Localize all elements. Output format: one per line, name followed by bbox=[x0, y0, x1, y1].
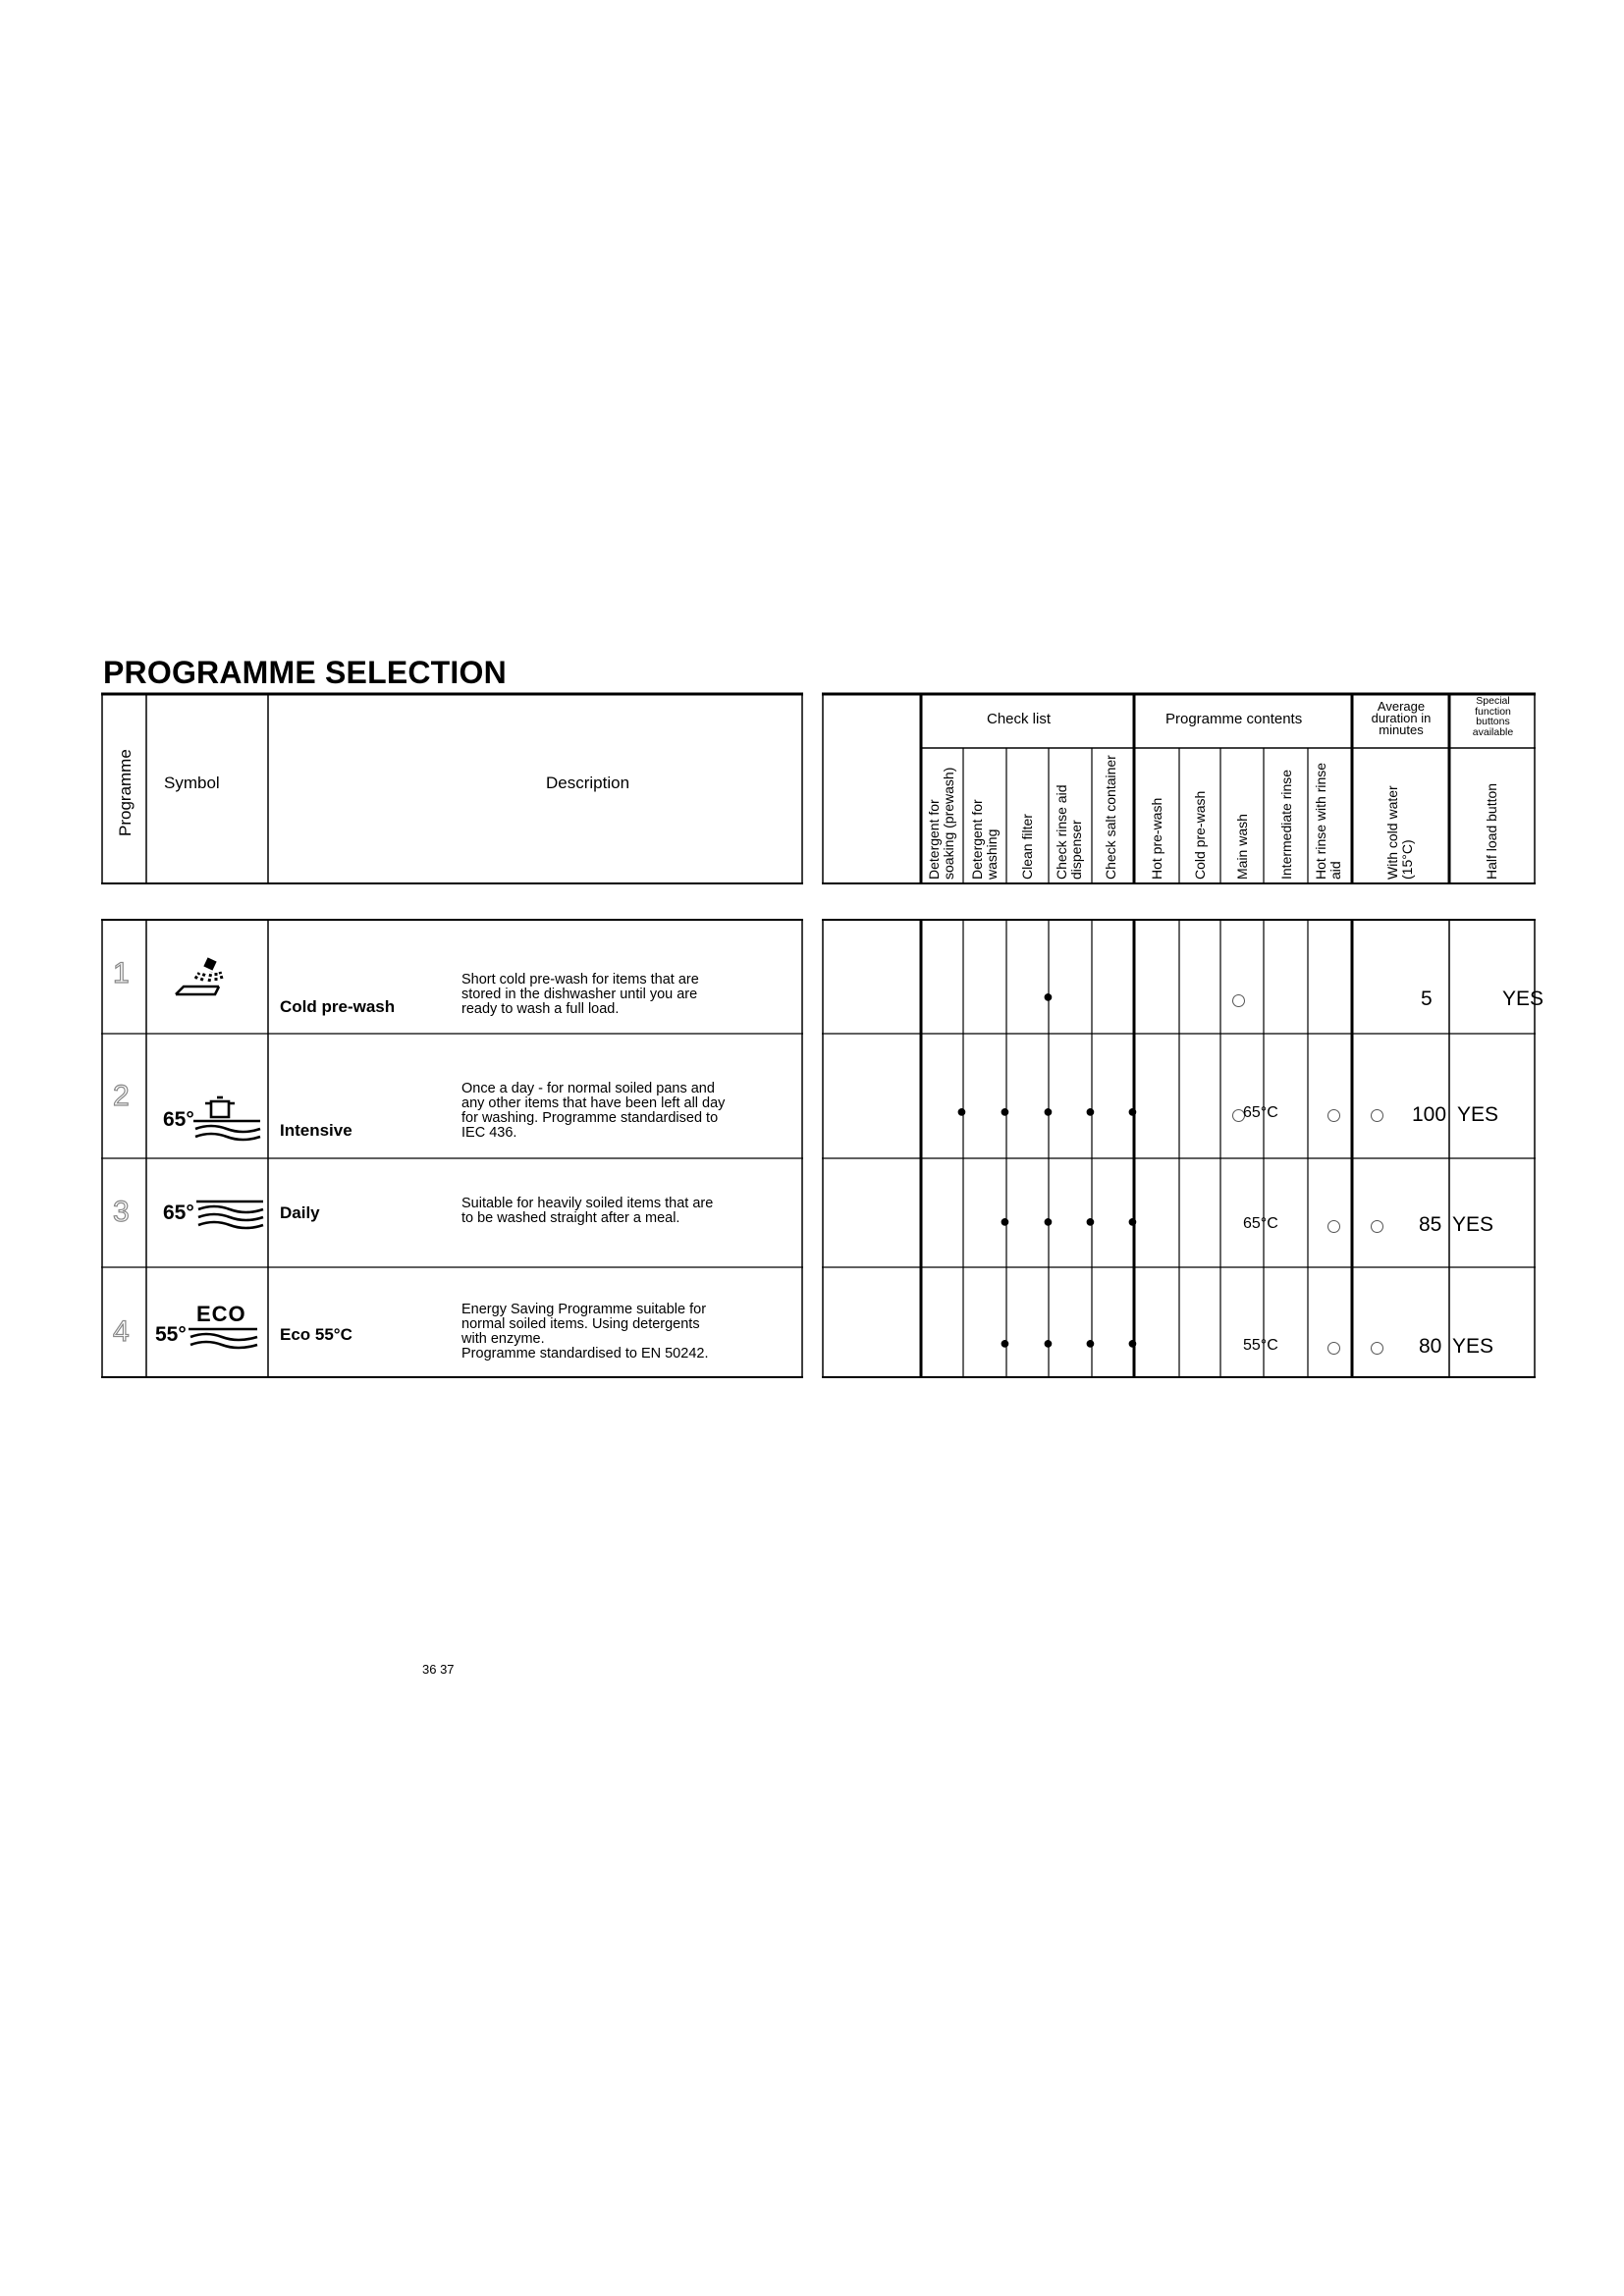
programme-number: 4 bbox=[113, 1315, 130, 1348]
symbol-temperature: 65° bbox=[163, 1108, 194, 1131]
duration-value: 80 bbox=[1419, 1335, 1442, 1358]
half-load-value: YES bbox=[1452, 1335, 1494, 1358]
programme-description: Energy Saving Programme suitable for normal soiled items. Using detergents with enzyme. Programme standardised to EN 50242. bbox=[461, 1302, 709, 1362]
main-wash-temp: 65°C bbox=[1243, 1215, 1278, 1232]
check-mark-dot: ● bbox=[1000, 1211, 1010, 1231]
check-mark-dot: ● bbox=[1000, 1101, 1010, 1121]
step-circle bbox=[1371, 1220, 1383, 1233]
symbol-temperature: 55° bbox=[155, 1323, 187, 1346]
programme-name: Cold pre-wash bbox=[280, 997, 396, 1016]
step-circle bbox=[1327, 1220, 1340, 1233]
check-mark-dot: ● bbox=[1127, 1101, 1138, 1121]
daily-wave-icon bbox=[194, 1196, 273, 1235]
check-mark-dot: ● bbox=[1085, 1101, 1096, 1121]
intensive-pot-icon bbox=[191, 1090, 270, 1144]
programme-number: 2 bbox=[113, 1080, 130, 1112]
programme-name: Daily bbox=[280, 1203, 320, 1222]
col-half-load: Half load button bbox=[1484, 782, 1499, 880]
col-main-wash: Main wash bbox=[1234, 814, 1250, 880]
duration-value: 100 bbox=[1412, 1103, 1447, 1126]
duration-value: 85 bbox=[1419, 1213, 1442, 1236]
check-mark-dot: ● bbox=[1127, 1211, 1138, 1231]
check-mark-dot: ● bbox=[1043, 987, 1054, 1006]
col-hot-prewash: Hot pre-wash bbox=[1149, 797, 1164, 880]
special-function-header: Special function buttons available bbox=[1472, 695, 1514, 738]
col-check-salt: Check salt container bbox=[1103, 755, 1118, 880]
eco-label: ECO bbox=[196, 1302, 246, 1326]
duration-header: Average duration in minutes bbox=[1371, 699, 1432, 737]
col-hot-rinse: Hot rinse with rinse aid bbox=[1313, 762, 1343, 880]
programme-column-header: Programme bbox=[116, 749, 135, 836]
col-detergent-soaking: Detergent for soaking (prewash) bbox=[926, 767, 956, 880]
col-intermediate-rinse: Intermediate rinse bbox=[1278, 769, 1294, 880]
page-numbers: 36 37 bbox=[422, 1662, 455, 1677]
check-mark-dot: ● bbox=[1043, 1333, 1054, 1353]
symbol-column-header: Symbol bbox=[164, 774, 220, 792]
half-load-value: YES bbox=[1457, 1103, 1499, 1126]
programme-number: 3 bbox=[113, 1196, 130, 1228]
eco-wave-icon bbox=[187, 1325, 270, 1355]
check-mark-dot: ● bbox=[1085, 1211, 1096, 1231]
main-wash-temp: 55°C bbox=[1243, 1337, 1278, 1354]
programme-description: Short cold pre-wash for items that are stored in the dishwasher until you are ready to wash a full load. bbox=[461, 972, 699, 1017]
step-circle bbox=[1371, 1342, 1383, 1355]
step-circle bbox=[1327, 1109, 1340, 1122]
check-list-header: Check list bbox=[987, 711, 1052, 727]
check-mark-dot: ● bbox=[1000, 1333, 1010, 1353]
half-load-value: YES bbox=[1502, 988, 1544, 1010]
programme-contents-header: Programme contents bbox=[1165, 711, 1303, 727]
step-circle bbox=[1232, 994, 1245, 1007]
check-mark-dot: ● bbox=[1043, 1101, 1054, 1121]
col-cold-prewash: Cold pre-wash bbox=[1192, 790, 1208, 880]
col-detergent-washing: Detergent for washing bbox=[969, 799, 1000, 880]
cold-prewash-icon bbox=[172, 957, 260, 1006]
check-mark-dot: ● bbox=[956, 1101, 967, 1121]
description-column-header: Description bbox=[546, 774, 630, 792]
page-title: PROGRAMME SELECTION bbox=[103, 655, 507, 690]
half-load-value: YES bbox=[1452, 1213, 1494, 1236]
programme-number: 1 bbox=[113, 957, 130, 989]
programme-description: Once a day - for normal soiled pans and any other items that have been left all day for washing. Programme standardised to IEC 436. bbox=[461, 1081, 726, 1141]
check-mark-dot: ● bbox=[1043, 1211, 1054, 1231]
check-mark-dot: ● bbox=[1085, 1333, 1096, 1353]
main-wash-temp: 65°C bbox=[1243, 1104, 1278, 1121]
programme-description: Suitable for heavily soiled items that are to be washed straight after a meal. bbox=[461, 1196, 714, 1226]
col-clean-filter: Clean filter bbox=[1019, 814, 1035, 880]
col-cold-water: With cold water (15°C) bbox=[1384, 785, 1415, 880]
programme-name: Eco 55°C bbox=[280, 1325, 352, 1344]
step-circle bbox=[1327, 1342, 1340, 1355]
duration-value: 5 bbox=[1421, 988, 1433, 1010]
check-mark-dot: ● bbox=[1127, 1333, 1138, 1353]
step-circle bbox=[1371, 1109, 1383, 1122]
symbol-temperature: 65° bbox=[163, 1201, 194, 1224]
col-check-rinse-aid: Check rinse aid dispenser bbox=[1054, 784, 1084, 880]
programme-name: Intensive bbox=[280, 1121, 352, 1140]
